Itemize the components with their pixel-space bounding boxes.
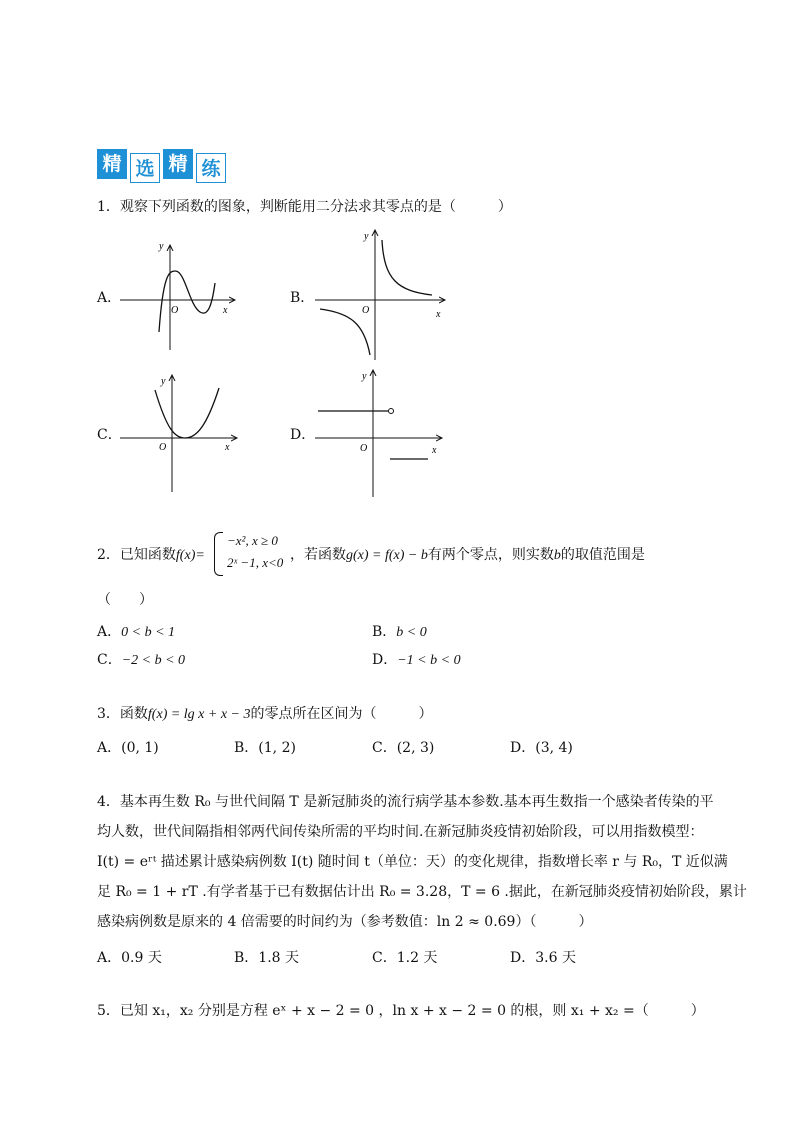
q2-option-d[interactable]: D．−1 < b < 0	[372, 652, 461, 668]
graph-d	[310, 365, 450, 500]
q4-line-5: 感染病例数是原来的 4 倍需要的时间约为（参考数值：ln 2 ≈ 0.69）（ ）	[97, 914, 593, 930]
q4-line-2: 均人数，世代间隔指相邻两代间传染所需的平均时间.在新冠肺炎疫情初始阶段，可以用指数模型：	[97, 824, 704, 840]
header-badge-4: 练	[196, 153, 226, 183]
curve-right	[382, 240, 432, 295]
q2-suffix: 有两个零点，则实数	[427, 547, 554, 563]
graph-b	[310, 225, 450, 365]
q1-label-c: C．	[97, 427, 122, 443]
q3-option-c[interactable]: C．(2, 3)	[372, 740, 435, 756]
q2-stem	[97, 545, 205, 566]
q2-mid: ，若函数	[290, 547, 346, 563]
origin-label: O	[360, 443, 368, 454]
q2-brace	[214, 532, 223, 576]
q2-function: f(x)=	[175, 548, 205, 563]
q2-case-1: −x², x ≥ 0	[227, 533, 278, 548]
origin-label: O	[159, 442, 167, 453]
open-point	[389, 409, 394, 414]
q4-line-4: 足 R₀ = 1 + rT .有学者基于已有数据估计出 R₀ = 3.28，T = 6 .据此，在新冠肺炎疫情初始阶段，累计	[97, 884, 747, 900]
q2-b: b	[553, 548, 561, 563]
q4-option-b[interactable]: B．1.8 天	[234, 950, 300, 966]
origin-label: O	[171, 305, 179, 316]
q3-stem	[97, 704, 433, 725]
q2-prefix: 2．已知函数	[97, 547, 176, 563]
q3-option-d[interactable]: D．(3, 4)	[510, 740, 573, 756]
parabola	[155, 388, 219, 438]
q2-tail: 的取值范围是	[560, 547, 645, 563]
q3-option-a[interactable]: A．(0, 1)	[97, 740, 159, 756]
q1-label-a: A．	[97, 290, 122, 306]
q3-expr: f(x) = lg x + x − 3	[147, 707, 251, 722]
q1-label-b: B．	[290, 290, 315, 306]
q1-label-d: D．	[290, 427, 316, 443]
y-label: y	[362, 371, 367, 382]
y-label: y	[364, 231, 369, 242]
header-badge-1: 精	[97, 149, 127, 179]
x-label: x	[223, 305, 228, 316]
x-label: x	[225, 442, 230, 453]
graph-c	[115, 370, 245, 495]
header-badge-3: 精	[163, 149, 193, 179]
q2-option-a[interactable]: A．0 < b < 1	[97, 624, 176, 640]
q2-paren: （ ）	[97, 592, 153, 608]
q2-stem-rest	[290, 545, 645, 566]
q2-option-c[interactable]: C．−2 < b < 0	[97, 652, 186, 668]
q2-option-b[interactable]: B．b < 0	[372, 624, 427, 640]
q4-line-1: 4．基本再生数 R₀ 与世代间隔 T 是新冠肺炎的流行病学基本参数.基本再生数指一个感染者传染的平	[97, 794, 714, 810]
curve	[159, 271, 215, 332]
q5-stem: 5．已知 x₁，x₂ 分别是方程 eˣ + x − 2 = 0 ，ln x + x − 2 = 0 的根，则 x₁ + x₂ =（ ）	[97, 1003, 705, 1019]
q1-stem: 1．观察下列函数的图象，判断能用二分法求其零点的是（ ）	[97, 199, 512, 215]
header-badge-2: 选	[130, 153, 160, 183]
q4-option-a[interactable]: A．0.9 天	[97, 950, 162, 966]
y-label: y	[161, 376, 166, 387]
q4-option-d[interactable]: D．3.6 天	[510, 950, 576, 966]
q2-case-2: 2ˣ −1, x<0	[227, 555, 284, 570]
q3-suffix: 的零点所在区间为（ ）	[250, 706, 433, 722]
q3-prefix: 3．函数	[97, 706, 148, 722]
q3-option-b[interactable]: B．(1, 2)	[234, 740, 296, 756]
q4-option-c[interactable]: C．1.2 天	[372, 950, 438, 966]
q2-g: g(x) = f(x) − b	[346, 548, 428, 563]
x-label: x	[436, 309, 441, 320]
origin-label: O	[362, 305, 370, 316]
x-label: x	[432, 445, 437, 456]
graph-a	[115, 235, 245, 355]
q4-line-3: I(t) = eʳᵗ 描述累计感染病例数 I(t) 随时间 t（单位：天）的变化规律，指数增长率 r 与 R₀，T 近似满	[97, 854, 728, 870]
y-label: y	[159, 241, 164, 252]
